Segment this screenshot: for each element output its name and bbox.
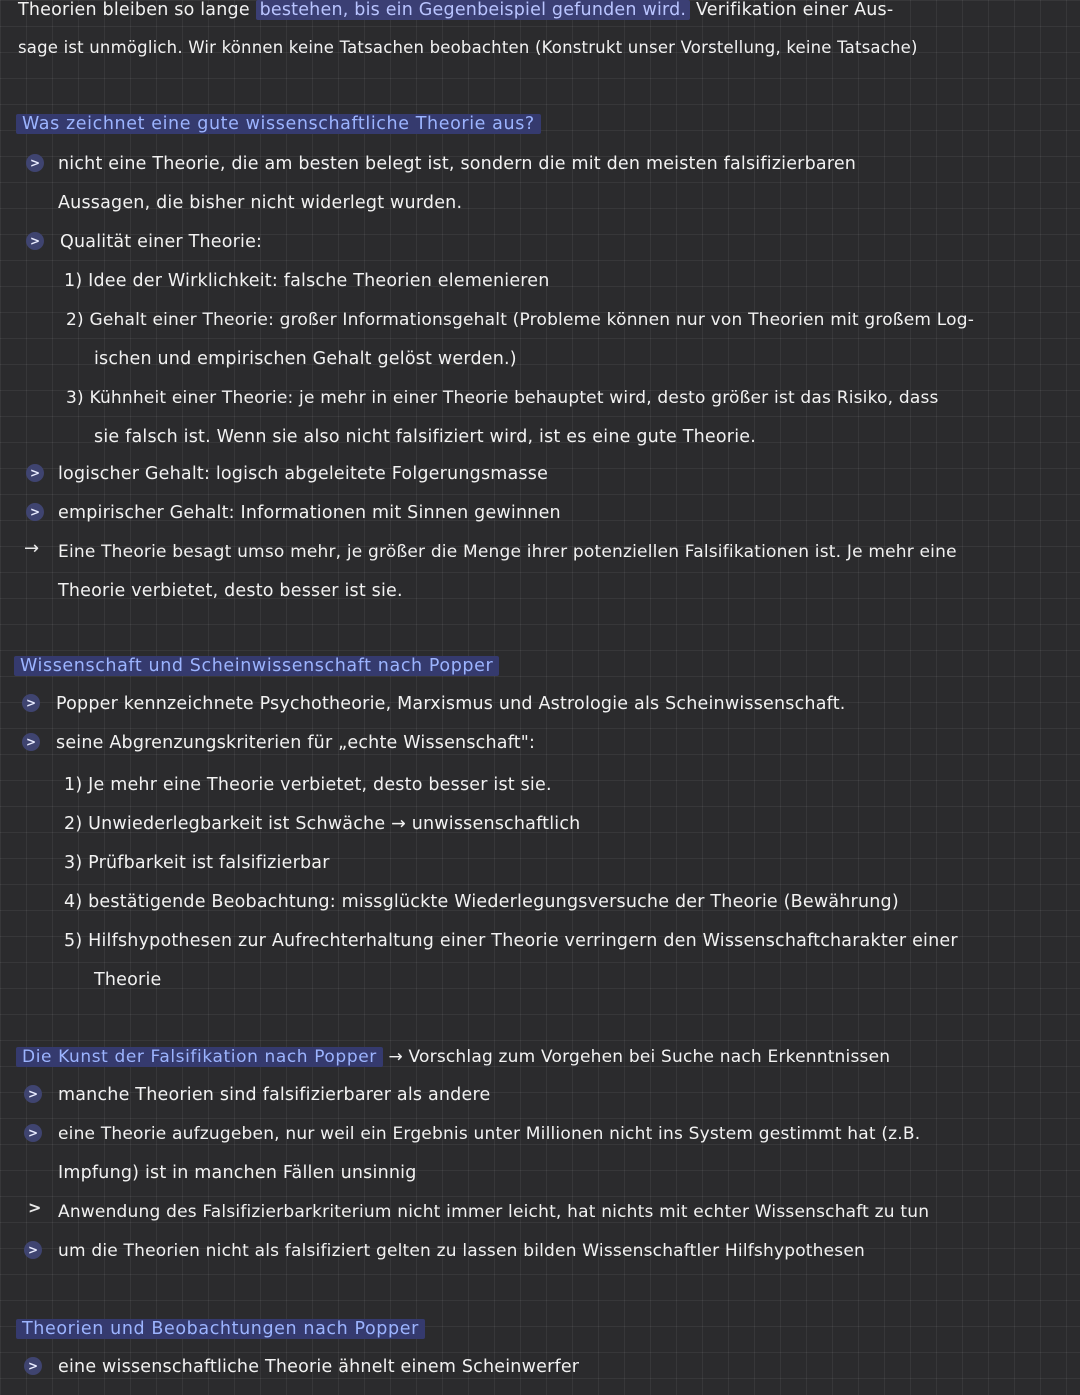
- chevron-bullet-icon: >: [26, 464, 44, 482]
- s1-bullet-1-line-1: nicht eine Theorie, die am besten belegt ist, sondern die mit den meisten falsifizierbaren: [58, 154, 857, 174]
- s1-numbered-3-line-2: sie falsch ist. Wenn sie also nicht falsifiziert wird, ist es eine gute Theorie.: [94, 427, 756, 447]
- intro-line-1: [18, 0, 893, 24]
- s3-bullet-4: um die Theorien nicht als falsifiziert gelten zu lassen bilden Wissenschaftler Hilfshypothesen: [58, 1241, 866, 1261]
- chevron-bullet-icon: >: [22, 694, 40, 712]
- intro-line-2: sage ist unmöglich. Wir können keine Tatsachen beobachten (Konstrukt unser Vorstellung, keine Tatsache): [18, 38, 918, 57]
- chevron-bullet-icon: >: [24, 1357, 42, 1375]
- chevron-bullet-icon: >: [22, 733, 40, 751]
- section-heading-good-theory: [16, 110, 541, 138]
- s1-numbered-2-line-2: ischen und empirischen Gehalt gelöst werden.): [94, 349, 517, 369]
- chevron-bullet-icon: >: [24, 1085, 42, 1103]
- s1-bullet-4: empirischer Gehalt: Informationen mit Sinnen gewinnen: [58, 503, 561, 523]
- s3-bullet-3: Anwendung des Falsifizierbarkriterium nicht immer leicht, hat nichts mit echter Wissenschaft zu tun: [58, 1202, 930, 1222]
- arrow-right-icon: →: [24, 538, 40, 559]
- heading-text: Die Kunst der Falsifikation nach Popper: [16, 1047, 383, 1067]
- heading-text: Theorien und Beobachtungen nach Popper: [16, 1319, 425, 1339]
- s1-arrow-line-2: Theorie verbietet, desto besser ist sie.: [58, 581, 403, 601]
- s2-bullet-2: seine Abgrenzungskriterien für „echte Wissenschaft":: [56, 733, 536, 753]
- s3-bullet-2-line-2: Impfung) ist in manchen Fällen unsinnig: [58, 1163, 417, 1183]
- intro-text-end: Verifikation einer Aus-: [690, 0, 894, 20]
- chevron-icon: >: [28, 1198, 42, 1217]
- s1-arrow-line-1: Eine Theorie besagt umso mehr, je größer die Menge ihrer potenziellen Falsifikationen ist. Je mehr eine: [58, 542, 957, 562]
- section-heading-falsification: [16, 1043, 890, 1071]
- s2-numbered-3: 3) Prüfbarkeit ist falsifizierbar: [64, 853, 330, 873]
- chevron-bullet-icon: >: [26, 232, 44, 250]
- s2-numbered-1: 1) Je mehr eine Theorie verbietet, desto besser ist sie.: [64, 775, 552, 795]
- section-heading-theories-observations: [16, 1315, 425, 1343]
- s2-numbered-5-line-2: Theorie: [94, 970, 162, 990]
- s2-bullet-1: Popper kennzeichnete Psychotheorie, Marxismus und Astrologie als Scheinwissenschaft.: [56, 694, 846, 714]
- chevron-bullet-icon: >: [26, 154, 44, 172]
- heading-text: Wissenschaft und Scheinwissenschaft nach Popper: [14, 656, 499, 676]
- s1-bullet-3: logischer Gehalt: logisch abgeleitete Folgerungsmasse: [58, 464, 549, 484]
- heading-note: → Vorschlag zum Vorgehen bei Suche nach Erkenntnissen: [388, 1047, 891, 1067]
- s2-numbered-2: 2) Unwiederlegbarkeit ist Schwäche → unwissenschaftlich: [64, 814, 581, 834]
- s1-numbered-2-line-1: 2) Gehalt einer Theorie: großer Informationsgehalt (Probleme können nur von Theorien mit großem Log-: [66, 310, 975, 330]
- s1-bullet-1-line-2: Aussagen, die bisher nicht widerlegt wurden.: [58, 193, 463, 213]
- s1-bullet-2: Qualität einer Theorie:: [60, 232, 263, 252]
- s1-numbered-3-line-1: 3) Kühnheit einer Theorie: je mehr in einer Theorie behauptet wird, desto größer ist das Risiko, dass: [66, 388, 939, 408]
- section-heading-science-vs-pseudoscience: [14, 652, 499, 680]
- chevron-bullet-icon: >: [24, 1124, 42, 1142]
- s3-bullet-1: manche Theorien sind falsifizierbarer als andere: [58, 1085, 491, 1105]
- intro-text: Theorien bleiben so lange: [18, 0, 256, 20]
- s3-bullet-2-line-1: eine Theorie aufzugeben, nur weil ein Ergebnis unter Millionen nicht ins System gestimmt hat (z.B.: [58, 1124, 921, 1144]
- s2-numbered-4: 4) bestätigende Beobachtung: missglückte Wiederlegungsversuche der Theorie (Bewährung): [64, 892, 899, 912]
- chevron-bullet-icon: >: [24, 1241, 42, 1259]
- s1-numbered-1: 1) Idee der Wirklichkeit: falsche Theorien elemenieren: [64, 271, 550, 291]
- s2-numbered-5-line-1: 5) Hilfshypothesen zur Aufrechterhaltung einer Theorie verringern den Wissenschaftcharakter einer: [64, 931, 958, 951]
- heading-text: Was zeichnet eine gute wissenschaftliche Theorie aus?: [16, 114, 541, 134]
- s4-bullet-1: eine wissenschaftliche Theorie ähnelt einem Scheinwerfer: [58, 1357, 580, 1377]
- chevron-bullet-icon: >: [26, 503, 44, 521]
- intro-highlight: bestehen, bis ein Gegenbeispiel gefunden wird.: [256, 0, 691, 20]
